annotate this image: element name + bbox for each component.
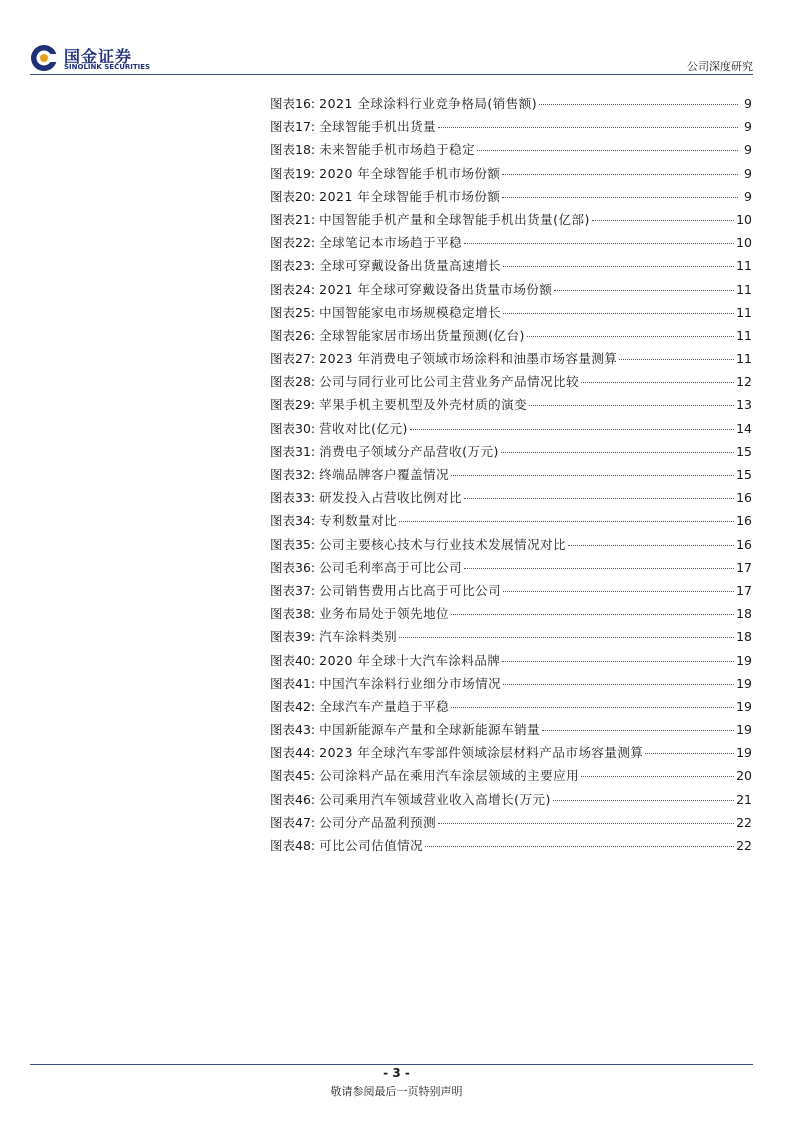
toc-entry-title: 未来智能手机市场趋于稳定 <box>319 142 476 158</box>
toc-dot-leader <box>451 475 734 476</box>
toc-entry-label: 图表40: <box>270 652 316 668</box>
logo-english-name: SINOLINK SECURITIES <box>64 63 151 71</box>
toc-entry[interactable] <box>270 303 752 326</box>
toc-entry-title: 全球笔记本市场趋于平稳 <box>319 235 463 251</box>
toc-entry[interactable] <box>270 94 752 117</box>
toc-dot-leader <box>542 730 734 731</box>
toc-entry-page: 11 <box>736 258 752 274</box>
toc-entry-label: 图表29: <box>270 397 316 413</box>
page-number: - 3 - <box>383 1066 410 1080</box>
toc-dot-leader <box>503 313 734 314</box>
toc-entry[interactable] <box>270 280 752 303</box>
toc-dot-leader <box>581 382 734 383</box>
toc-entry[interactable] <box>270 187 752 210</box>
toc-entry-title: 中国汽车涂料行业细分市场情况 <box>319 675 502 691</box>
toc-entry-page: 19 <box>736 698 752 714</box>
toc-entry-title: 中国智能家电市场规模稳定增长 <box>319 304 502 320</box>
toc-entry[interactable] <box>270 674 752 697</box>
toc-dot-leader <box>503 684 734 685</box>
toc-entry-title: 可比公司估值情况 <box>319 838 424 853</box>
toc-entry-title: 苹果手机主要机型及外壳材质的演变 <box>319 397 528 413</box>
toc-entry-page: 19 <box>736 675 752 691</box>
toc-entry[interactable] <box>270 233 752 256</box>
toc-entry-page: 22 <box>736 838 752 853</box>
toc-dot-leader <box>399 521 734 522</box>
toc-entry-title: 消费电子领域分产品营收(万元) <box>319 443 499 459</box>
toc-entry-title: 2021 全球涂料行业竞争格局(销售额) <box>319 96 538 111</box>
toc-entry-title: 公司销售费用占比高于可比公司 <box>319 582 502 598</box>
toc-entry-label: 图表34: <box>270 513 316 529</box>
toc-entry-title: 公司与同行业可比公司主营业务产品情况比较 <box>319 374 580 390</box>
toc-entry-page: 9 <box>744 165 752 181</box>
toc-entry-page: 11 <box>736 281 752 297</box>
toc-entry-title: 汽车涂料类别 <box>319 629 398 645</box>
toc-entry[interactable] <box>270 442 752 465</box>
page-header <box>0 0 793 80</box>
toc-entry[interactable] <box>270 326 752 349</box>
toc-entry[interactable] <box>270 697 752 720</box>
toc-entry-page: 11 <box>736 351 752 367</box>
toc-entry-label: 图表33: <box>270 490 316 506</box>
toc-entry-page: 15 <box>736 467 752 482</box>
toc-entry-label: 图表23: <box>270 258 316 274</box>
toc-dot-leader <box>501 452 734 453</box>
toc-dot-leader <box>451 707 734 708</box>
toc-entry[interactable] <box>270 535 752 558</box>
toc-entry-page: 13 <box>736 397 752 413</box>
toc-entry-title: 公司分产品盈利预测 <box>319 814 437 830</box>
toc-entry-title: 2020 年全球智能手机市场份额 <box>319 165 501 181</box>
toc-dot-leader <box>477 150 738 151</box>
toc-dot-leader <box>553 800 734 801</box>
toc-entry-page: 18 <box>736 629 752 645</box>
toc-entry-label: 图表48: <box>270 838 316 853</box>
toc-entry-title: 专利数量对比 <box>319 513 398 529</box>
toc-entry[interactable] <box>270 372 752 395</box>
toc-entry[interactable] <box>270 488 752 511</box>
toc-entry[interactable] <box>270 558 752 581</box>
toc-entry-page: 11 <box>736 304 752 320</box>
report-type: 公司深度研究 <box>687 60 753 73</box>
toc-entry-page: 9 <box>744 119 752 135</box>
toc-entry-label: 图表46: <box>270 791 316 807</box>
toc-entry[interactable] <box>270 256 752 279</box>
toc-entry[interactable] <box>270 511 752 534</box>
toc-entry-label: 图表18: <box>270 142 316 158</box>
toc-entry[interactable] <box>270 720 752 743</box>
toc-dot-leader <box>464 498 734 499</box>
toc-dot-leader <box>438 823 734 824</box>
toc-entry-label: 图表20: <box>270 188 316 204</box>
toc-entry[interactable] <box>270 813 752 836</box>
toc-entry-title: 2021 年全球智能手机市场份额 <box>319 188 501 204</box>
toc-entry-title: 终端品牌客户覆盖情况 <box>319 467 450 482</box>
toc-entry-title: 全球智能手机出货量 <box>319 119 437 135</box>
toc-entry-page: 22 <box>736 814 752 830</box>
toc-entry-title: 2021 年全球可穿戴设备出货量市场份额 <box>319 281 553 297</box>
toc-entry-page: 12 <box>736 374 752 390</box>
toc-entry-title: 公司毛利率高于可比公司 <box>319 559 463 575</box>
toc-entry[interactable] <box>270 349 752 372</box>
toc-dot-leader <box>425 846 734 847</box>
toc-entry[interactable] <box>270 627 752 650</box>
toc-entry-label: 图表41: <box>270 675 316 691</box>
toc-dot-leader <box>410 429 734 430</box>
toc-entry-label: 图表47: <box>270 814 316 830</box>
toc-entry-label: 图表19: <box>270 165 316 181</box>
toc-entry-label: 图表39: <box>270 629 316 645</box>
toc-dot-leader <box>645 753 734 754</box>
toc-entry-title: 中国新能源车产量和全球新能源车销量 <box>319 722 541 738</box>
toc-entry-page: 17 <box>736 582 752 598</box>
toc-entry-page: 16 <box>736 513 752 529</box>
toc-entry-label: 图表35: <box>270 536 316 552</box>
toc-entry-title: 公司主要核心技术与行业技术发展情况对比 <box>319 536 567 552</box>
toc-entry[interactable] <box>270 651 752 674</box>
sinolink-logo-icon <box>30 44 58 72</box>
toc-dot-leader <box>568 545 734 546</box>
toc-entry-page: 16 <box>736 490 752 506</box>
toc-dot-leader <box>502 661 734 662</box>
toc-dot-leader <box>529 405 734 406</box>
toc-dot-leader <box>438 127 738 128</box>
toc-entry[interactable] <box>270 465 752 488</box>
toc-entry-label: 图表31: <box>270 443 316 459</box>
toc-entry-page: 10 <box>736 211 752 227</box>
toc-entry-title: 研发投入占营收比例对比 <box>319 490 463 506</box>
toc-dot-leader <box>554 290 734 291</box>
toc-entry-page: 15 <box>736 443 752 459</box>
toc-entry-page: 17 <box>736 559 752 575</box>
disclaimer-text: 敬请参阅最后一页特别声明 <box>330 1085 463 1098</box>
toc-entry-label: 图表28: <box>270 374 316 390</box>
toc-entry-label: 图表26: <box>270 327 316 343</box>
toc-entry-title: 全球可穿戴设备出货量高速增长 <box>319 258 502 274</box>
toc-entry[interactable] <box>270 743 752 766</box>
toc-entry[interactable] <box>270 140 752 163</box>
toc-entry-label: 图表17: <box>270 119 316 135</box>
toc-entry-title: 全球汽车产量趋于平稳 <box>319 698 450 714</box>
toc-entry-page: 9 <box>744 142 752 158</box>
toc-entry-title: 中国智能手机产量和全球智能手机出货量(亿部) <box>319 211 590 227</box>
toc-entry-title: 营收对比(亿元) <box>319 420 408 436</box>
toc-entry[interactable] <box>270 790 752 813</box>
toc-dot-leader <box>581 776 734 777</box>
toc-dot-leader <box>503 266 734 267</box>
toc-entry[interactable] <box>270 766 752 789</box>
toc-entry-label: 图表38: <box>270 606 316 622</box>
toc-entry-page: 10 <box>736 235 752 251</box>
toc-dot-leader <box>502 174 738 175</box>
toc-entry-label: 图表44: <box>270 745 316 761</box>
toc-entry-page: 9 <box>744 188 752 204</box>
toc-entry-page: 11 <box>736 327 752 343</box>
toc-entry[interactable] <box>270 581 752 604</box>
toc-entry-page: 19 <box>736 652 752 668</box>
toc-entry-page: 14 <box>736 420 752 436</box>
toc-entry-label: 图表22: <box>270 235 316 251</box>
toc-entry-label: 图表42: <box>270 698 316 714</box>
toc-dot-leader <box>451 614 734 615</box>
table-of-figures <box>270 94 752 859</box>
toc-dot-leader <box>464 243 734 244</box>
toc-entry[interactable] <box>270 395 752 418</box>
toc-entry-label: 图表16: <box>270 96 316 111</box>
toc-entry-page: 16 <box>736 536 752 552</box>
toc-entry-page: 21 <box>736 791 752 807</box>
toc-dot-leader <box>502 197 738 198</box>
company-logo <box>30 44 150 74</box>
toc-entry-label: 图表36: <box>270 559 316 575</box>
toc-entry-title: 公司涂料产品在乘用汽车涂层领域的主要应用 <box>319 768 580 784</box>
toc-entry-page: 19 <box>736 745 752 761</box>
toc-entry-page: 18 <box>736 606 752 622</box>
toc-dot-leader <box>503 591 734 592</box>
toc-dot-leader <box>399 637 734 638</box>
toc-entry-page: 9 <box>744 96 752 111</box>
toc-dot-leader <box>592 220 734 221</box>
toc-entry[interactable] <box>270 419 752 442</box>
toc-entry-page: 20 <box>736 768 752 784</box>
toc-dot-leader <box>539 104 738 105</box>
toc-entry[interactable] <box>270 836 752 859</box>
toc-entry-title: 全球智能家居市场出货量预测(亿台) <box>319 327 525 343</box>
toc-entry-title: 2020 年全球十大汽车涂料品牌 <box>319 652 501 668</box>
toc-entry-title: 2023 年消费电子领域市场涂料和油墨市场容量测算 <box>319 351 618 367</box>
header-divider <box>30 74 753 75</box>
toc-entry-label: 图表37: <box>270 582 316 598</box>
toc-dot-leader <box>619 359 734 360</box>
toc-entry-title: 公司乘用汽车领域营业收入高增长(万元) <box>319 791 551 807</box>
toc-entry-page: 19 <box>736 722 752 738</box>
toc-entry-label: 图表43: <box>270 722 316 738</box>
toc-entry-label: 图表30: <box>270 420 316 436</box>
toc-entry-label: 图表24: <box>270 281 316 297</box>
toc-dot-leader <box>464 568 734 569</box>
toc-entry[interactable] <box>270 210 752 233</box>
toc-dot-leader <box>527 336 734 337</box>
toc-entry-title: 2023 年全球汽车零部件领域涂层材料产品市场容量测算 <box>319 745 644 761</box>
toc-entry[interactable] <box>270 164 752 187</box>
toc-entry-label: 图表25: <box>270 304 316 320</box>
logo-chinese-name: 国金证券 <box>64 47 133 66</box>
toc-entry-label: 图表32: <box>270 467 316 482</box>
toc-entry[interactable] <box>270 604 752 627</box>
toc-entry-label: 图表45: <box>270 768 316 784</box>
footer-divider <box>30 1064 753 1065</box>
toc-entry-title: 业务布局处于领先地位 <box>319 606 450 622</box>
toc-entry[interactable] <box>270 117 752 140</box>
toc-entry-label: 图表21: <box>270 211 316 227</box>
toc-entry-label: 图表27: <box>270 351 316 367</box>
